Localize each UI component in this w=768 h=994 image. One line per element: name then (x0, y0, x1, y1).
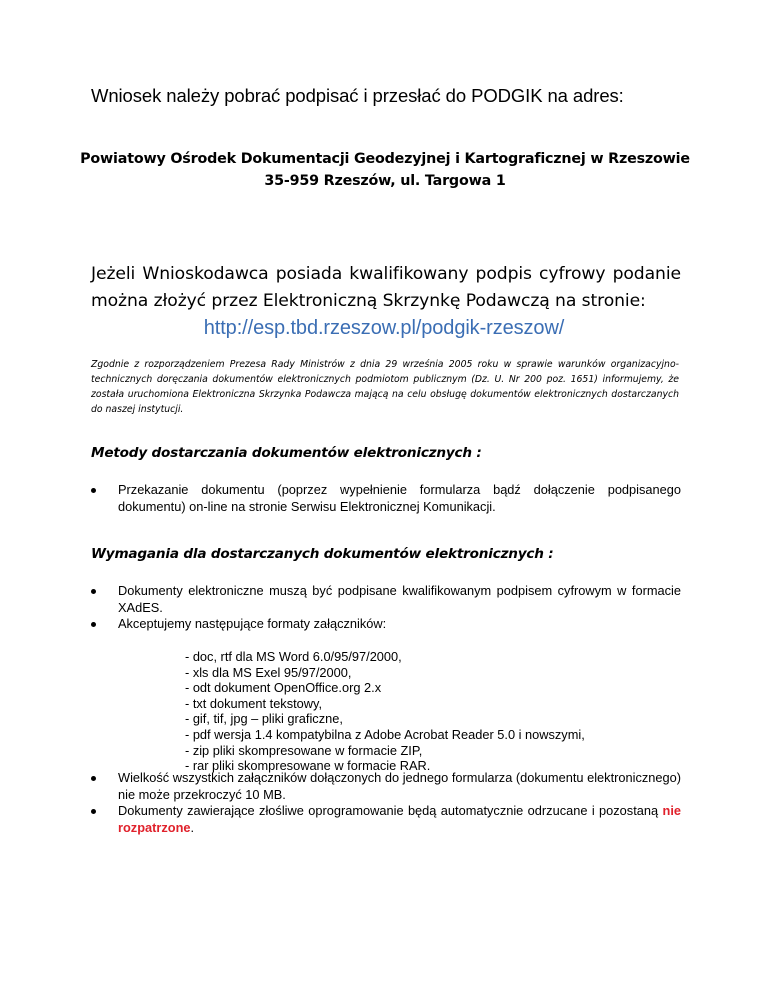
format-item: - txt dokument tekstowy, (185, 695, 323, 711)
esp-link[interactable]: http://esp.tbd.rzeszow.pl/podgik-rzeszow/ (203, 317, 565, 339)
format-item: - xls dla MS Exel 95/97/2000, (185, 664, 352, 680)
office-address: 35-959 Rzeszów, ul. Targowa 1 (264, 173, 506, 189)
esp-link-wrapper (0, 317, 768, 340)
bullet-icon (91, 589, 96, 594)
format-item: - pdf wersja 1.4 kompatybilna z Adobe Acrobat Reader 5.0 i nowszymi, (185, 726, 585, 742)
methods-heading: Metody dostarczania dokumentów elektronicznych : (91, 445, 482, 461)
list-item-text: Wielkość wszystkich załączników dołączonych do jednego formularza (dokumentu elektronicznego) nie może przekroczyć 10 MB. (118, 770, 681, 802)
epuap-line-1: Jeżeli Wnioskodawca posiada kwalifikowany podpis cyfrowy podanie (91, 264, 681, 284)
requirements-list-continued (91, 770, 681, 836)
bullet-icon (91, 622, 96, 627)
bullet-icon (91, 488, 96, 493)
not-processed-highlight: nie rozpatrzone (118, 803, 681, 835)
methods-list (91, 482, 681, 515)
epuap-info (91, 261, 681, 315)
list-item-text: Akceptujemy następujące formaty załączników: (118, 616, 387, 631)
format-item: - gif, tif, jpg – pliki graficzne, (185, 711, 343, 727)
format-item: - odt dokument OpenOffice.org 2.x (185, 680, 382, 696)
requirements-list (91, 583, 681, 633)
list-item (91, 583, 681, 616)
format-item: - doc, rtf dla MS Word 6.0/95/97/2000, (185, 649, 402, 664)
list-item-text: Przekazanie dokumentu (poprzez wypełnienie formularza bądź dołączenie podpisanego dokumentu) on-line na stronie Serwisu Elektronicznej Komunikacji. (118, 482, 681, 514)
office-name: Powiatowy Ośrodek Dokumentacji Geodezyjnej i Kartograficznej w Rzeszowie (80, 151, 690, 167)
format-item: - zip pliki skompresowane w formacie ZIP, (185, 742, 423, 758)
malware-end: . (190, 819, 195, 835)
list-item (91, 803, 681, 836)
intro-text: Wniosek należy pobrać podpisać i przesłać do PODGIK na adres: (91, 85, 624, 106)
format-item: - rar pliki skompresowane w formacie RAR. (185, 758, 431, 774)
bullet-icon (91, 809, 96, 814)
list-item (91, 770, 681, 803)
list-item-text: Dokumenty elektroniczne muszą być podpisane kwalifikowanym podpisem cyfrowym w formacie XAdES. (118, 583, 681, 615)
list-item (91, 616, 681, 633)
requirements-heading: Wymagania dla dostarczanych dokumentów elektronicznych : (91, 546, 554, 562)
bullet-icon (91, 776, 96, 781)
office-address-block (60, 148, 710, 192)
formats-list (185, 649, 585, 774)
legal-notice: Zgodnie z rozporządzeniem Prezesa Rady Ministrów z dnia 29 września 2005 roku w sprawie warunków organizacyjno-technicznych doręczania dokumentów elektronicznych podmiotom publicznym (Dz. U. Nr 200 poz. 1651) informujemy, że została uruchomiona Elektroniczna Skrzynka Podawcza mającą na celu obsługę dokumentów elektronicznych dostarczanych do naszej instytucji. (91, 359, 679, 415)
list-item (91, 482, 681, 515)
malware-text: Dokumenty zawierające złośliwe oprogramowanie będą automatycznie odrzucane i pozostaną (118, 803, 663, 818)
epuap-line-2: można złożyć przez Elektroniczną Skrzynkę Podawczą na stronie: (91, 291, 646, 311)
